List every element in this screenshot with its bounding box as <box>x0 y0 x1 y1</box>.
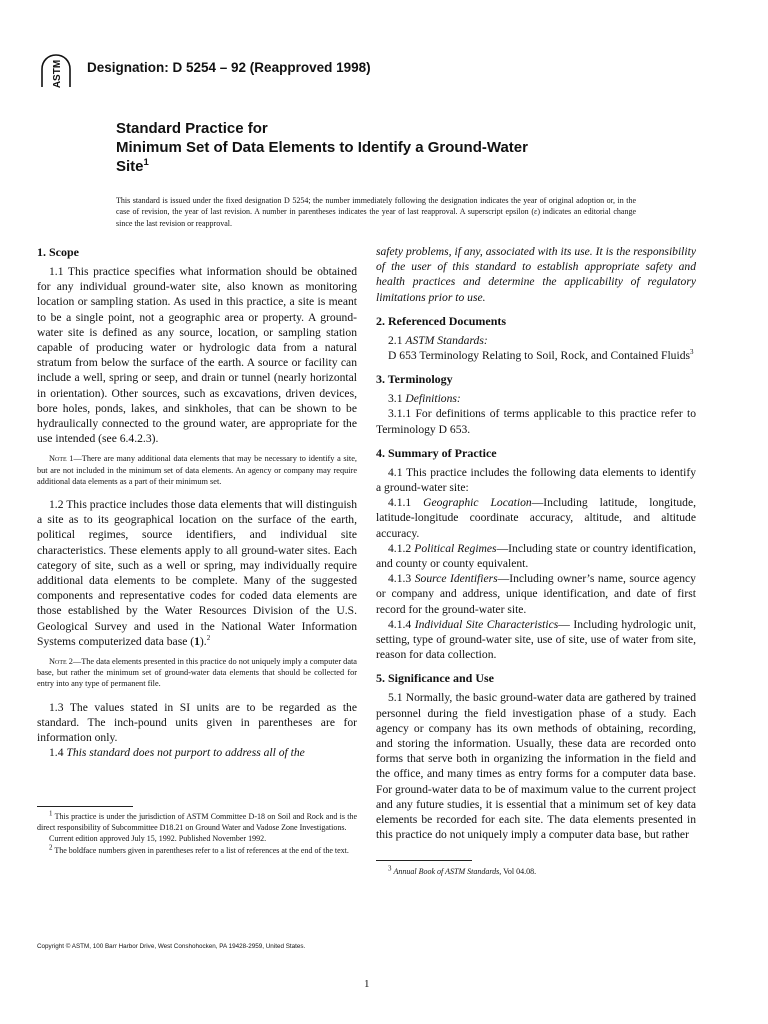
paragraph-4-1-1-term: Geographic Location <box>423 496 532 510</box>
footnote-rule-right <box>376 860 472 861</box>
logo-text: ASTM <box>52 59 63 89</box>
paragraph-1-4-continued-text: safety problems, if any, associated with its use. It is the responsibility of the user of this standard to establish appropriate safety and health practices and determine the applicability of regulatory limitations prior to use. <box>376 245 696 304</box>
paragraph-1-4-num: 1.4 <box>49 746 67 760</box>
footnote-1-mark: 1 <box>49 809 53 818</box>
left-column <box>37 244 357 761</box>
footnote-1-text: This practice is under the jurisdiction of ASTM Committee D-18 on Soil and Rock and is the direct responsibility of Subcommittee D18.21 on Ground Water and Vadose Zone Investigations. <box>37 812 358 833</box>
designation: Designation: D 5254 – 92 (Reapproved 1998) <box>87 60 371 75</box>
paragraph-4-1-3 <box>376 571 696 617</box>
paragraph-4-1: 4.1 This practice includes the following data elements to identify a ground-water site: <box>376 465 696 495</box>
footnote-rule-left <box>37 806 133 807</box>
footnote-3-sup: 3 <box>388 864 392 873</box>
note-2-text: —The data elements presented in this practice do not uniquely imply a computer data base, but rather the minimum set of ground-water data elements that should be collected for entry into any type of permanent file. <box>37 657 357 689</box>
title-line-1: Standard Practice for <box>116 120 268 137</box>
footnote-1 <box>37 811 357 833</box>
reference-number: 1 <box>194 634 200 648</box>
title-line-3: Site <box>116 158 144 175</box>
paragraph-1-4-text: This standard does not purport to address all of the <box>66 746 305 760</box>
paragraph-4-1-4 <box>376 617 696 663</box>
section-heading-terminology: 3. Terminology <box>376 372 453 387</box>
paragraph-5-1: 5.1 Normally, the basic ground-water data are gathered by trained personnel during the field investigation phase of a study. Each agency or company has its own methods of obtaining, recording, and storing the information. Usually, these data are recorded onto forms that serve both in organizing the information in the field and the office, and many times as entry forms for a computer data base. For ground-water data to be of maximum value to the current project and any future studies, it is essential that a minimum set of key data elements be recorded for each site. The data elements presented in this practice do not uniquely imply a computer data base, but rather <box>376 691 696 842</box>
note-1-text: —There are many additional data elements that may be necessary to identify a site, but are not included in the minimum set of data elements. An agency or company may require additional data elements as a part of their minimum set. <box>37 454 357 486</box>
footnote-2-mark: 2 <box>206 634 211 643</box>
section-heading-referenced-documents: 2. Referenced Documents <box>376 313 507 328</box>
paragraph-4-1-3-term: Source Identifiers <box>414 572 498 586</box>
note-2 <box>37 656 357 690</box>
right-column <box>376 244 696 843</box>
paragraph-3-1-1: 3.1.1 For definitions of terms applicable to this practice refer to Terminology D 653. <box>376 407 696 436</box>
paragraph-1-2-end: ). <box>199 634 207 648</box>
intro-paragraph: This standard is issued under the fixed designation D 5254; the number immediately following the designation indicates the year of original adoption or, in the case of revision, the year of last revision. A number in parentheses indicates the year of last reapproval. A superscript epsilon (ε) indicates an editorial change since the last revision or reapproval. <box>116 196 636 228</box>
reference-d653-text: D 653 Terminology Relating to Soil, Rock, and Contained Fluids <box>388 349 691 363</box>
paragraph-2-1-num: 2.1 <box>388 333 406 347</box>
paragraph-4-1-4-term: Individual Site Characteristics <box>414 617 559 631</box>
paragraph-1-2 <box>37 497 357 649</box>
section-heading-significance: 5. Significance and Use <box>376 671 495 686</box>
paragraph-4-1-3-text: —Including owner’s name, source agency or company and address, unique identification, and date of first record for the ground-water site. <box>376 572 696 616</box>
title-footnote-mark: 1 <box>143 157 149 168</box>
footnotes-left <box>37 811 357 856</box>
paragraph-3-1-text: Definitions: <box>405 392 461 406</box>
paragraph-3-1-num: 3.1 <box>388 392 406 406</box>
section-heading-scope: 1. Scope <box>37 245 79 259</box>
note-1 <box>37 453 357 487</box>
paragraph-3-1 <box>376 391 696 406</box>
paragraph-1-2-text: 1.2 This practice includes those data elements that will distinguish a site as to its geographical location on the surface of the earth, political regimes, source identifiers, and individual site characteristics. These elements apply to all ground-water sites. Each category of site, such as a well or spring, may individually require additional data elements to be complete. Many of the suggested components and representative codes for coded data elements are those established by the Water Resources Division of the U.S. Geological Survey and used in the National Water Information Systems computerized data base ( <box>37 498 357 648</box>
paragraph-4-1-1-num: 4.1.1 <box>388 496 424 510</box>
footnote-3 <box>376 866 696 877</box>
footnote-3-mark: 3 <box>690 348 694 357</box>
paragraph-4-1-2 <box>376 541 696 571</box>
paragraph-4-1-2-text: —Including state or country identification, and county or county equivalent. <box>376 541 696 571</box>
copyright-line: Copyright © ASTM, 100 Barr Harbor Drive, West Conshohocken, PA 19428-2959, United States. <box>37 943 306 950</box>
page-number: 1 <box>364 978 370 990</box>
note-1-label: Note 1 <box>49 454 74 464</box>
paragraph-4-1-2-num: 4.1.2 <box>388 541 415 555</box>
footnote-1b: Current edition approved July 15, 1992. Published November 1992. <box>49 834 267 844</box>
section-heading-summary: 4. Summary of Practice <box>376 445 497 460</box>
paragraph-4-1-1-text: —Including latitude, longitude, latitude-longitude coordinate accuracy, altitude, and altitude accuracy. <box>376 496 696 540</box>
note-2-label: Note 2 <box>49 657 73 667</box>
footnotes-right <box>376 866 696 877</box>
paragraph-4-1-2-term: Political Regimes <box>414 541 497 555</box>
paragraph-4-1-3-num: 4.1.3 <box>388 572 415 586</box>
footnote-2-sup: 2 <box>49 842 53 851</box>
paragraph-4-1-4-num: 4.1.4 <box>388 617 415 631</box>
footnote-2-text: The boldface numbers given in parentheses refer to a list of references at the end of the text. <box>54 845 349 855</box>
paragraph-4-1-4-text: — Including hydrologic unit, setting, type of ground-water site, use of site, use of water from site, reason for data collection. <box>376 617 696 662</box>
paragraph-2-1-text: ASTM Standards: <box>405 333 488 347</box>
paragraph-1-1: 1.1 This practice specifies what information should be obtained for any individual ground-water site, also known as monitoring location or sampling station. As used in this practice, a site is meant to be a single point, not a geographic area or property. A ground-water site is defined as any source, location, or sampling station capable of producing water or hydrologic data from a natural stratum from below the surface of the earth. A source or facility can include a well, spring or seep, and drain or tunnel (nearly horizontal in orientation). Other sources, such as excavations, driven devices, bore holes, ponds, lakes, and sinkholes, that can be shown to be hydraulically connected to the ground water, are appropriate for the use intended (see 6.4.2.3). <box>37 265 357 446</box>
footnote-3-book: Annual Book of ASTM Standards <box>393 867 500 876</box>
reference-d653 <box>376 348 696 363</box>
paragraph-1-3: 1.3 The values stated in SI units are to be regarded as the standard. The inch-pound units given in parentheses are for information only. <box>37 700 357 745</box>
astm-logo <box>40 54 72 90</box>
document-title <box>116 119 676 176</box>
footnote-2 <box>37 842 357 856</box>
title-line-2: Minimum Set of Data Elements to Identify a Ground-Water <box>116 139 528 156</box>
paragraph-1-4-continued <box>376 244 696 305</box>
paragraph-1-4 <box>37 745 357 760</box>
paragraph-4-1-1 <box>376 495 696 541</box>
paragraph-2-1 <box>376 333 696 348</box>
footnote-3-text: , Vol 04.08. <box>499 867 537 876</box>
